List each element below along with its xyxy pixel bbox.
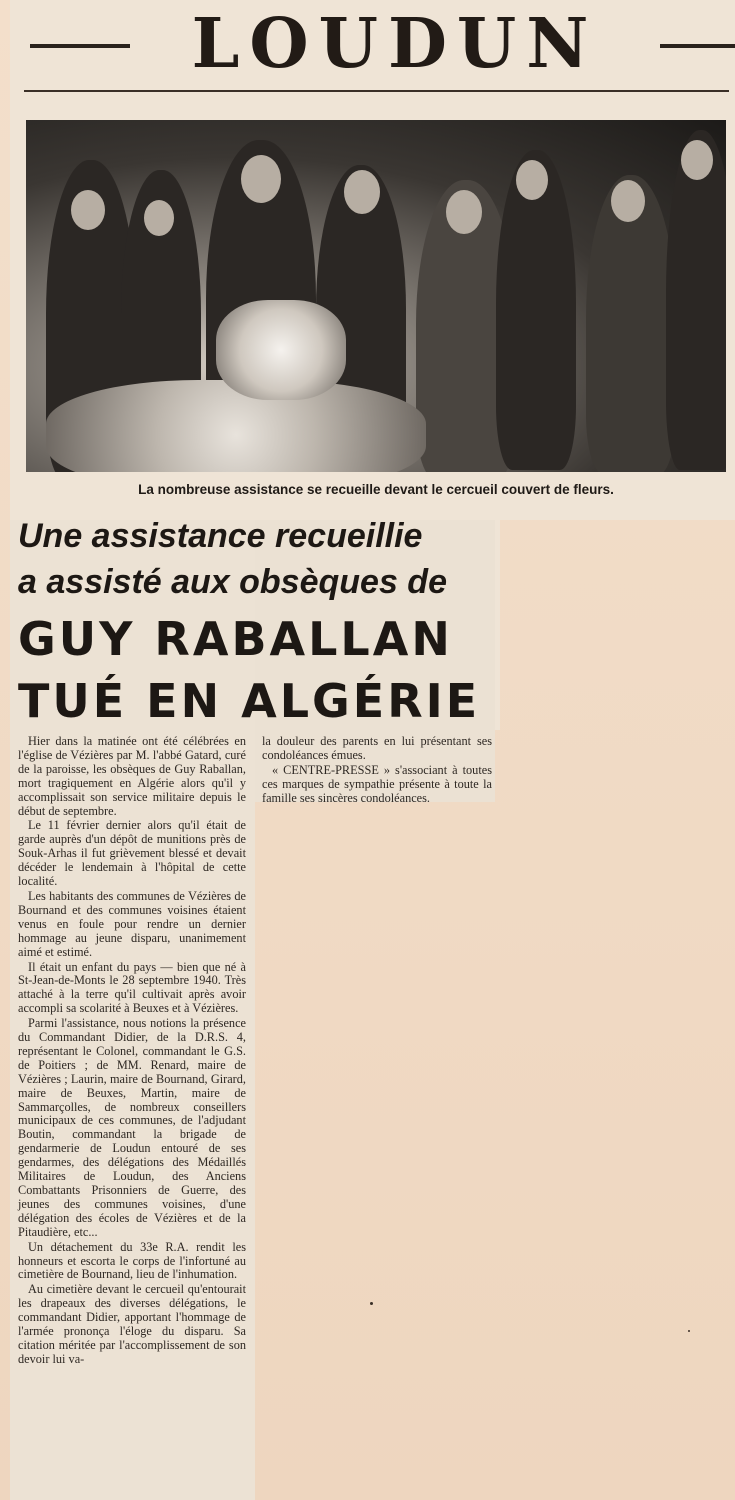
article-paragraph: Parmi l'assistance, nous notions la présence du Commandant Didier, de la D.R.S. 4, représentant le Colonel, commandant le G.S. de Poitiers ; de MM. Renard, maire de Vézières ; Laurin, maire de Bournand, Girard, maire de Beuxes, Martin, maire de Sammarçolles, de nombreux conseillers municipaux de ces communes, de l'adjudant Boutin, commandant la brigade de gendarmerie de Loudun entouré de ses gendarmes, des délégations des Médaillés Militaires de Loudun, des Anciens Combattants Prisonniers de Guerre, des jeunes des communes voisines, d'une délégation des écoles de Vézières et de la Pitaudière, etc... (18, 1016, 246, 1239)
article-paragraph: Il était un enfant du pays — bien que né à St-Jean-de-Monts le 28 septembre 1940. Très attaché à la terre qu'il cultivait après avoir accompli sa scolarité à Beuxes et à Vézières. (18, 959, 246, 1016)
masthead-divider (24, 90, 729, 92)
headline-line-2: a assisté aux obsèques de (18, 563, 447, 601)
article-paragraph: la douleur des parents en lui présentant ses condoléances émues. (262, 734, 492, 762)
article-paragraph: Au cimetière devant le cercueil qu'entourait les drapeaux des diverses délégations, le commandant Didier, apportant l'hommage de l'armée prononça l'éloge du disparu. Sa citation méritée par l'accomplissement de son devoir lui va- (18, 1282, 246, 1366)
article-paragraph: Les habitants des communes de Vézières de Bournand et des communes voisines étaient venus en foule pour rendre un dernier hommage au jeune disparu, unanimement aimé et estimé. (18, 888, 246, 959)
headline-line-3: GUY RABALLAN (18, 612, 453, 666)
article-column-left (18, 735, 246, 1368)
article-paragraph: Hier dans la matinée ont été célébrées en l'église de Vézières par M. l'abbé Gatard, curé de la paroisse, les obsèques de Guy Raballan, mort tragiquement en Algérie alors qu'il y accomplissait son service militaire depuis le début de septembre. (18, 734, 246, 818)
masthead (20, 0, 735, 88)
article-paragraph: « CENTRE-PRESSE » s'associant à toutes ces marques de sympathie présente à toute la famille ses sincères condoléances. (262, 762, 492, 805)
headline-line-4: TUÉ EN ALGÉRIE (18, 674, 481, 728)
article-paragraph: Le 11 février dernier alors qu'il était de garde auprès d'un dépôt de munitions près de Souk-Arhas il fut grièvement blessé et devait décéder le lendemain à l'hôpital de cette localité. (18, 818, 246, 889)
photo-caption: La nombreuse assistance se recueille devant le cercueil couvert de fleurs. (138, 482, 614, 497)
article-paragraph: Un détachement du 33e R.A. rendit les honneurs et escorta le corps de l'infortuné au cimetière de Bournand, lieu de l'inhumation. (18, 1239, 246, 1282)
funeral-photo (26, 120, 726, 472)
article-column-right (262, 735, 492, 807)
masthead-town: LOUDUN (191, 4, 599, 84)
headline-line-1: Une assistance recueillie (18, 517, 423, 555)
masthead-rule-left (30, 44, 130, 48)
paper-speck (370, 1302, 373, 1305)
masthead-rule-right (660, 44, 735, 48)
paper-speck (688, 1330, 690, 1332)
